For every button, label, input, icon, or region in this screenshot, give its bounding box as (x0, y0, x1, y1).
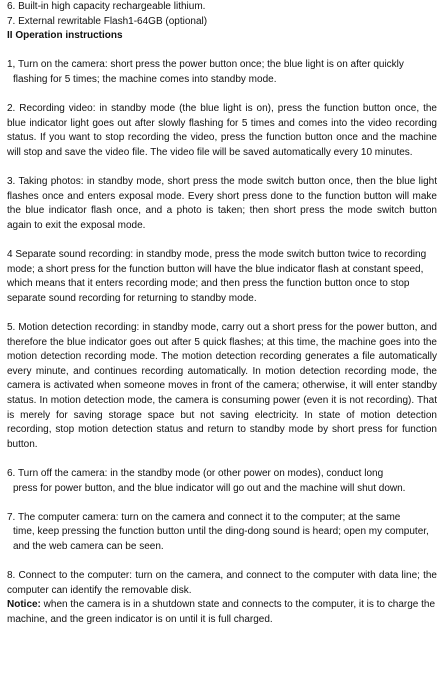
notice-text: when the camera is in a shutdown state and connects to the computer, it is to charge the machine, and the green indicator is on until it is full charged. (7, 599, 436, 625)
instruction-turn-off (7, 467, 437, 496)
instruction-sound-recording: 4 Separate sound recording: in standby mode, press the mode switch button twice to recording mode; a short press for the function button will have the blue indicator flash at constant speed, which means that it enters recording mode; and then press the function button once to stop separate sound recording for returning to standby mode. (7, 249, 427, 304)
spec-item-battery: 6. Built-in high capacity rechargeable lithium. (7, 1, 206, 12)
instruction-computer-camera (7, 511, 437, 555)
instruction-turn-on (7, 58, 437, 87)
instruction-motion-detection: 5. Motion detection recording: in standby mode, carry out a short press for the power button, and therefore the blue indicator goes out after 5 quick flashes; at this time, the machine goes into the motion detection recording mode. The motion detection recording generates a file automatically every minute, and continues recording automatically. In motion detection recording mode, the camera is activated when someone moves in front of the camera; otherwise, it will enter standby status. In motion detection mode, the camera is consuming power (even it is not recording). That is merely for saving storage space but not saving electricity. In state of motion detection recording, stop motion detection status and return to standby mode by short press for function button. (7, 322, 437, 450)
instruction-connect-computer: 8. Connect to the computer: turn on the camera, and connect to the computer with data line; the computer can identify the removable disk. (7, 570, 437, 596)
instruction-turn-on-rest: flashing for 5 times; the machine comes into standby mode. (13, 73, 277, 85)
instruction-recording-video: 2. Recording video: in standby mode (the blue light is on), press the function button once, the blue indicator light goes out after slowly flashing for 5 times and comes into the video recording status. If you want to stop recording the video, press the function button once and the machine will stop and save the video file. The video file will be saved automatically every 10 minutes. (7, 103, 437, 158)
instruction-computer-camera-lead: 7. The computer camera: turn on the camera and connect it to the computer; at the same (7, 511, 401, 523)
notice-label: Notice: (7, 599, 41, 611)
instruction-turn-on-lead: 1, Turn on the camera: short press the power button once; the blue light is on after quickly (7, 59, 404, 71)
instruction-taking-photos: 3. Taking photos: in standby mode, short press the mode switch button once, then the blue light flashes once and enters exposal mode. Every short press done to the function button will make the blue indicator flash once, and a photo is taken; then short press the mode switch button again to exit the exposal mode. (7, 176, 437, 231)
instruction-computer-camera-rest: time, keep pressing the function button until the ding-dong sound is heard; open my computer, and the web camera can be seen. (13, 526, 429, 552)
notice (7, 598, 437, 627)
spec-item-flash: 7. External rewritable Flash1-64GB (optional) (7, 15, 208, 27)
section-heading: II Operation instructions (7, 30, 123, 42)
instruction-turn-off-rest: press for power button, and the blue indicator will go out and the machine will shut down. (13, 482, 406, 494)
instruction-turn-off-lead: 6. Turn off the camera: in the standby mode (or other power on modes), conduct long (7, 468, 384, 479)
